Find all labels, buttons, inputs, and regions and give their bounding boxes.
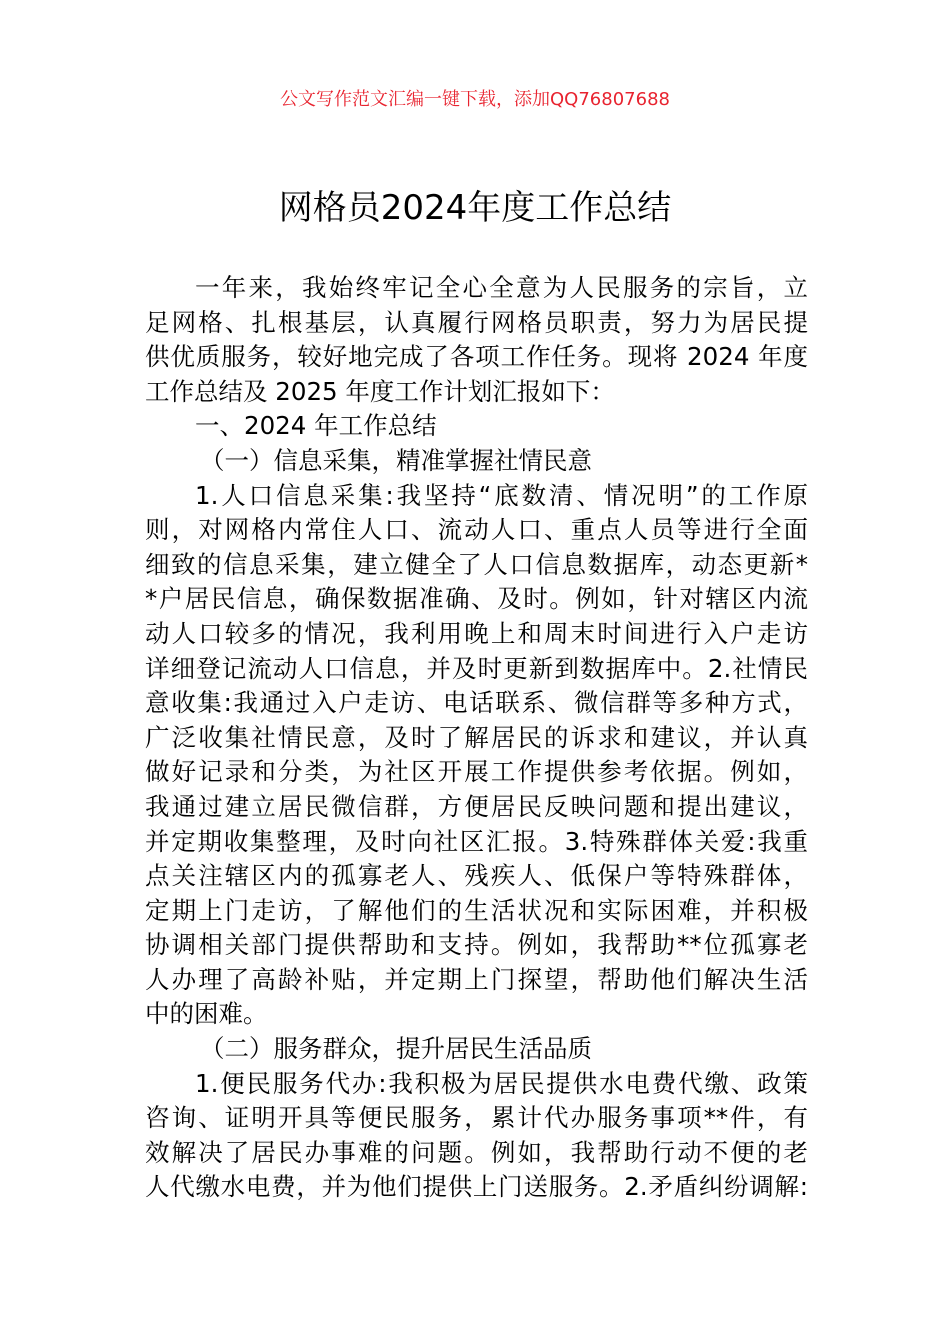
paragraph-line: 一年来，我始终牢记全心全意为人民服务的宗旨，立 xyxy=(195,273,808,302)
document-title: 网格员2024年度工作总结 xyxy=(278,188,672,228)
paragraph-line: 1.人口信息采集:我坚持“底数清、情况明”的工作原 xyxy=(195,480,808,510)
paragraph-line: 动人口较多的情况，我利用晚上和周末时间进行入户走访 xyxy=(145,618,808,648)
paragraph-line: 定期上门走访，了解他们的生活状况和实际困难，并积极 xyxy=(145,895,808,925)
paragraph-line: 人办理了高龄补贴，并定期上门探望，帮助他们解决生活 xyxy=(145,964,808,994)
paragraph-line: 咨询、证明开具等便民服务，累计代办服务事项**件，有 xyxy=(145,1103,808,1133)
paragraph-line: 详细登记流动人口信息，并及时更新到数据库中。2.社情民 xyxy=(145,653,808,683)
download-banner-link[interactable]: 公文写作范文汇编一键下载，添加QQ76807688 xyxy=(280,89,670,110)
paragraph-line: 中的困难。 xyxy=(145,999,268,1029)
paragraph-line: 效解决了居民办事难的问题。例如，我帮助行动不便的老 xyxy=(145,1137,808,1167)
section-heading: 一、2024 年工作总结 xyxy=(195,411,437,441)
document-body xyxy=(145,271,808,1205)
paragraph-line: 协调相关部门提供帮助和支持。例如，我帮助**位孤寡老 xyxy=(145,930,808,960)
paragraph-line: 我通过建立居民微信群，方便居民反映问题和提出建议， xyxy=(145,791,808,821)
paragraph-line: 工作总结及 2025 年度工作计划汇报如下： xyxy=(145,376,615,406)
paragraph-line: 并定期收集整理，及时向社区汇报。3.特殊群体关爱:我重 xyxy=(145,826,808,856)
paragraph-line: 点关注辖区内的孤寡老人、残疾人、低保户等特殊群体， xyxy=(145,861,808,891)
paragraph-line: 人代缴水电费，并为他们提供上门送服务。2.矛盾纠纷调解: xyxy=(145,1172,808,1202)
subsection-heading: （一）信息采集，精准掌握社情民意 xyxy=(200,445,592,475)
paragraph-line: 足网格、扎根基层，认真履行网格员职责，努力为居民提 xyxy=(145,307,808,337)
paragraph-line: 广泛收集社情民意，及时了解居民的诉求和建议，并认真 xyxy=(145,722,808,752)
paragraph-line: 做好记录和分类，为社区开展工作提供参考依据。例如， xyxy=(145,757,808,787)
paragraph-line: 细致的信息采集，建立健全了人口信息数据库，动态更新* xyxy=(145,549,808,579)
subsection-heading: （二）服务群众，提升居民生活品质 xyxy=(200,1034,592,1064)
paragraph-line: 1.便民服务代办:我积极为居民提供水电费代缴、政策 xyxy=(195,1068,808,1098)
paragraph-line: 意收集:我通过入户走访、电话联系、微信群等多种方式， xyxy=(145,688,808,718)
paragraph-line: 供优质服务，较好地完成了各项工作任务。现将 2024 年度 xyxy=(145,342,808,372)
paragraph-line: *户居民信息，确保数据准确、及时。例如，针对辖区内流 xyxy=(145,584,808,614)
paragraph-line: 则，对网格内常住人口、流动人口、重点人员等进行全面 xyxy=(145,515,808,545)
